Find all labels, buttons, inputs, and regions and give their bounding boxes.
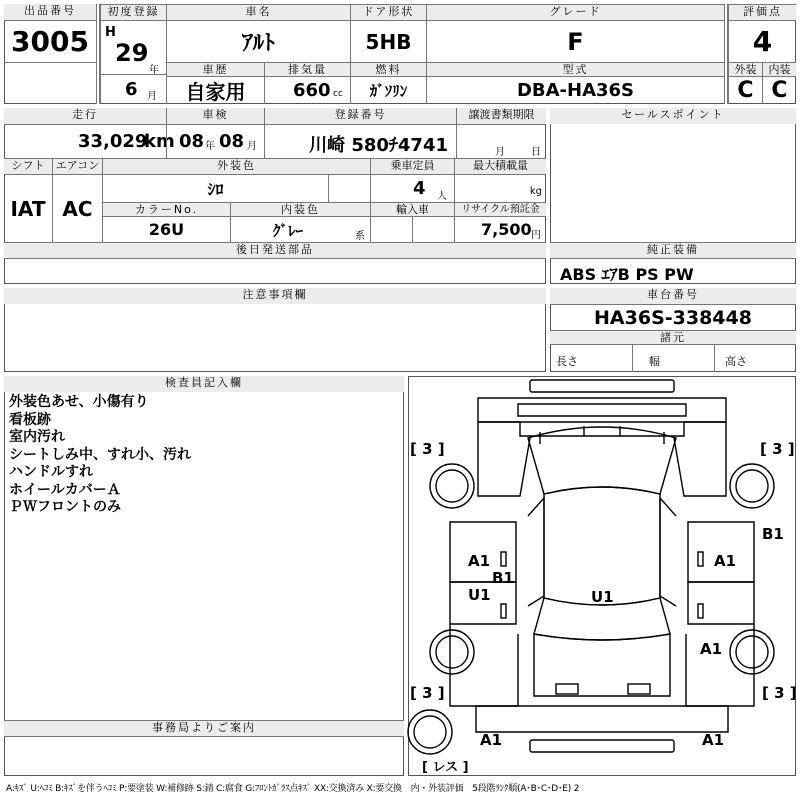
- import-cell-1: [370, 216, 412, 242]
- lot-number: 3005: [4, 20, 96, 62]
- inspector-notes: [9, 394, 191, 517]
- displacement-label: 排気量: [264, 62, 350, 76]
- damage-u1-left: U1: [468, 586, 491, 604]
- history-label: 車歴: [166, 62, 264, 76]
- reg-no-label: 登録番号: [264, 108, 456, 124]
- recycle: 7,500: [481, 220, 532, 239]
- damage-a1-left: A1: [468, 552, 491, 570]
- reg-no: 川崎 580ﾁ4741: [309, 135, 448, 156]
- era: H: [105, 25, 116, 40]
- max-load-cell: [454, 174, 546, 202]
- import-label: 輸入車: [370, 202, 454, 216]
- spec-width-label: 幅: [649, 355, 660, 368]
- mileage-unit: km: [144, 131, 175, 152]
- month-unit: 月: [147, 91, 157, 102]
- inspector-line: 看板跡: [9, 411, 51, 428]
- notes-label: 注意事項欄: [4, 288, 546, 304]
- color-no: 26U: [102, 216, 230, 242]
- displacement-cell: [264, 76, 350, 104]
- model: DBA-HA36S: [426, 76, 724, 104]
- color-no-label: カラーNo.: [102, 202, 230, 216]
- grade: F: [426, 20, 724, 62]
- car-name: ｱﾙﾄ: [166, 20, 350, 62]
- damage-b1-right: B1: [762, 525, 784, 543]
- inspection-cell: [166, 124, 264, 158]
- door-type: 5HB: [350, 20, 426, 62]
- divider: [96, 4, 100, 104]
- lot-empty: [4, 62, 96, 104]
- spec-length-label: 長さ: [556, 355, 578, 368]
- damage-legend: A:ｷｽﾞ U:ﾍｺﾐ B:ｷｽﾞを伴うﾍｺﾐ P:要塗装 W:補修跡 S:錆 C:腐食 G:ﾌﾛﾝﾄｶﾞﾗｽ点ｷｽﾞ XX:交換済み X:要交換 内・外装評価 5段階ﾗﾝｸ順(A･B･C･D･E) 2: [6, 784, 580, 794]
- reg-no-cell: [264, 124, 456, 158]
- spec-length: [550, 344, 632, 372]
- recycle-cell: [454, 216, 546, 242]
- inspector-line: 室内汚れ: [9, 429, 65, 445]
- spec-height: [714, 344, 796, 372]
- capacity-label: 乗車定員: [370, 158, 454, 174]
- inspector-line: ＰＷフロントのみ: [9, 499, 121, 515]
- office-area: [4, 736, 404, 776]
- inspector-line: ホイールカバーＡ: [9, 481, 121, 498]
- inspection-month-unit: 月: [247, 141, 257, 152]
- score: 4: [728, 20, 796, 62]
- ext-color-label: 外装色: [102, 158, 370, 174]
- score-label: 評価点: [728, 4, 796, 20]
- grade-label: グレード: [426, 4, 724, 20]
- damage-b1-left: B1: [492, 569, 514, 587]
- first-reg-month: 6: [125, 79, 138, 100]
- tire-label-fr: [ 3 ]: [760, 440, 795, 458]
- int-color-cell: [230, 216, 370, 242]
- int-color-label: 内装色: [230, 202, 370, 216]
- genuine-equipment: ABS ｴｱB PS PW: [560, 265, 694, 284]
- spare-label: [ レス ]: [422, 760, 469, 775]
- spec-height-label: 高さ: [725, 355, 747, 368]
- genuine-label: 純正装備: [550, 242, 796, 258]
- inspection-month: 08: [219, 131, 245, 152]
- chassis-number: HA36S-338448: [550, 304, 796, 330]
- inspector-label: 検査員記入欄: [4, 376, 404, 392]
- int-color: ｸﾞﾚｰ: [273, 222, 304, 240]
- ext-grade-label: 外装: [728, 62, 762, 76]
- capacity-cell: [370, 174, 454, 202]
- inspection-label: 車検: [166, 108, 264, 124]
- inspection-year-unit: 年: [205, 141, 215, 152]
- recycle-label: リサイクル預託金: [454, 202, 546, 216]
- max-load-label: 最大積載量: [454, 158, 546, 174]
- damage-u1-center: U1: [591, 588, 614, 606]
- car-name-label: 車名: [166, 4, 350, 20]
- year-unit: 年: [149, 65, 159, 76]
- first-reg-month-cell: [100, 74, 166, 104]
- max-load-unit: kg: [529, 186, 542, 197]
- tire-label-rl: [ 3 ]: [410, 684, 445, 702]
- first-reg-year-cell: [100, 20, 166, 74]
- history: 自家用: [166, 76, 264, 104]
- ext-color: ｼﾛ: [102, 174, 328, 202]
- divider: [724, 4, 728, 104]
- chassis-label: 車台番号: [550, 288, 796, 304]
- damage-a1-rear-right: A1: [700, 640, 723, 658]
- int-grade: C: [762, 76, 796, 104]
- int-grade-label: 内装: [762, 62, 796, 76]
- car-damage-diagram: [408, 376, 796, 776]
- damage-a1-right: A1: [714, 552, 737, 570]
- mileage-label: 走行: [4, 108, 166, 124]
- spec-width: [632, 344, 714, 372]
- displacement: 660: [293, 80, 331, 101]
- recycle-unit: 円: [531, 230, 541, 241]
- first-reg-year: 29: [115, 39, 149, 67]
- specs-label: 諸元: [550, 330, 796, 344]
- ext-color-extra: [328, 174, 370, 202]
- tire-label-fl: [ 3 ]: [410, 440, 445, 458]
- shift-label: シフト: [4, 158, 52, 174]
- sales-point-label: セールスポイント: [550, 108, 796, 124]
- first-reg-label: 初度登録: [100, 4, 166, 20]
- door-label: ドア形状: [350, 4, 426, 20]
- int-color-unit: 系: [355, 231, 365, 242]
- office-label: 事務局よりご案内: [4, 720, 404, 736]
- transfer-label: 譲渡書類期限: [456, 108, 546, 124]
- import-cell-2: [412, 216, 454, 242]
- displacement-unit: cc: [333, 89, 343, 99]
- aircon: AC: [52, 174, 102, 242]
- tire-label-rr: [ 3 ]: [762, 684, 797, 702]
- model-label: 型式: [426, 62, 724, 76]
- later-parts: [4, 258, 546, 284]
- genuine-cell: [550, 258, 796, 284]
- ext-grade: C: [728, 76, 762, 104]
- inspector-line: 外装色あせ、小傷有り: [9, 394, 149, 410]
- transfer-cell: [456, 124, 546, 158]
- aircon-label: エアコン: [52, 158, 102, 174]
- mileage-cell: [4, 124, 175, 158]
- inspector-line: シートしみ中、すれ小、汚れ: [9, 446, 191, 463]
- mileage: 33,029: [78, 131, 148, 152]
- fuel: ｶﾞｿﾘﾝ: [350, 76, 426, 104]
- transfer-day-unit: 日: [531, 147, 541, 158]
- damage-a1-bottom-left: A1: [480, 731, 503, 749]
- capacity: 4: [413, 178, 426, 199]
- inspector-line: ハンドルすれ: [9, 464, 93, 480]
- fuel-label: 燃料: [350, 62, 426, 76]
- inspection-year: 08: [179, 131, 205, 152]
- transfer-month-unit: 月: [495, 147, 505, 158]
- later-parts-label: 後日発送部品: [4, 242, 546, 258]
- shift: IAT: [4, 174, 52, 242]
- damage-a1-bottom-right: A1: [702, 731, 725, 749]
- lot-label: 出品番号: [4, 4, 96, 20]
- capacity-unit: 人: [437, 191, 447, 202]
